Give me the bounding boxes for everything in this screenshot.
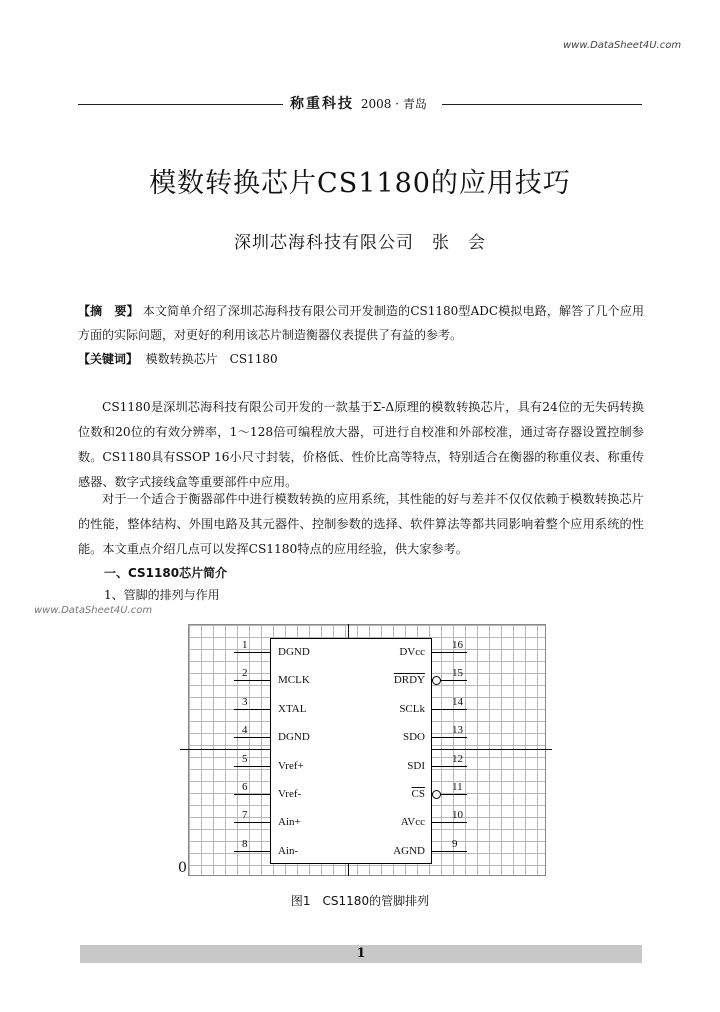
abstract-label: 【摘 要】 (78, 304, 139, 318)
right-pin-line (440, 794, 467, 795)
left-pin-number: 7 (242, 809, 248, 822)
left-pin-line (234, 851, 270, 852)
right-pin-label: AVcc (400, 816, 425, 829)
chip-body (270, 638, 432, 864)
left-pin-number: 8 (242, 837, 248, 850)
right-pin-number: 11 (452, 781, 463, 793)
right-pin-line (431, 822, 467, 823)
header-rule-left (78, 104, 283, 105)
section-heading: 一、CS1180芯片简介 (104, 566, 228, 580)
left-pin-line (234, 737, 270, 738)
left-pin-label: XTAL (278, 702, 307, 715)
right-pin-number: 16 (452, 639, 463, 651)
left-pin-line (234, 794, 270, 795)
header-year-place: 2008 · 青岛 (360, 97, 427, 111)
left-pin-line (234, 652, 270, 653)
left-pin-label: Vref+ (278, 759, 304, 772)
body-paragraph-1: CS1180是深圳芯海科技有限公司开发的一款基于Σ-Δ原理的模数转换芯片，具有24位的无失码转换位数和20位的有效分辨率，1～128倍可编程放大器，可进行自校准和外部校准，通过寄存器设置控制参数。CS1180具有SSOP 16小尺寸封装，价格低、性价比高等特点，特别适合在衡器的称重仪表、称重传感器、数字式接线盒等重要部件中应用。 (78, 400, 644, 489)
right-pin-number: 13 (452, 724, 463, 737)
keywords-label: 【关键词】 (78, 352, 139, 366)
figure-caption: 图1 CS1180的管脚排列 (290, 894, 430, 908)
left-pin-label: Ain+ (278, 816, 301, 829)
left-pin-number: 6 (242, 781, 248, 793)
inverted-pin-marker (432, 790, 441, 799)
left-pin-label: DGND (278, 646, 310, 658)
right-pin-line (431, 709, 467, 710)
left-pin-line (234, 709, 270, 710)
left-pin-label: MCLK (278, 674, 310, 687)
right-pin-number: 14 (452, 695, 463, 708)
right-pin-number: 9 (452, 837, 458, 850)
subsection-heading: 1、管脚的排列与作用 (104, 588, 220, 602)
right-pin-label: SCLk (399, 702, 425, 715)
page-number: 1 (356, 946, 366, 961)
left-pin-label: Vref- (278, 788, 302, 800)
left-pin-label: Ain- (278, 844, 299, 857)
right-pin-number: 10 (452, 809, 463, 822)
right-pin-line (431, 851, 467, 852)
author-line: 深圳芯海科技有限公司 张 会 (234, 233, 486, 253)
right-pin-label: SDO (402, 731, 425, 744)
page-footer (80, 945, 642, 963)
right-pin-line (440, 680, 467, 681)
left-pin-number: 5 (242, 752, 248, 765)
right-pin-line (431, 737, 467, 738)
right-pin-label: DVcc (399, 646, 425, 658)
left-pin-number: 3 (242, 695, 248, 708)
body-paragraph-2: 对于一个适合于衡器部件中进行模数转换的应用系统，其性能的好与差并不仅仅依赖于模数转换芯片的性能，整体结构、外围电路及其元器件、控制参数的选择、软件算法等都共同影响着整个应用系统的性能。本文重点介绍几点可以发挥CS1180特点的应用经验，供大家参考。 (78, 492, 644, 556)
right-pin-line (431, 766, 467, 767)
left-pin-line (234, 766, 270, 767)
page-title: 模数转换芯片CS1180的应用技巧 (149, 168, 571, 199)
right-pin-line (431, 652, 467, 653)
right-pin-label: DRDY (393, 674, 425, 687)
watermark-mid: www.DataSheet4U.com (34, 605, 153, 616)
right-pin-number: 15 (452, 667, 463, 680)
diagram-origin-label: 0 (178, 860, 187, 876)
right-pin-label: $\overline{CS}$ (411, 788, 425, 800)
watermark-top: www.DataSheet4U.com (563, 40, 682, 51)
left-pin-number: 1 (242, 639, 248, 651)
left-pin-line (234, 680, 270, 681)
keywords-text: 模数转换芯片 CS1180 (145, 352, 278, 366)
left-pin-line (234, 822, 270, 823)
right-pin-number: 12 (452, 752, 463, 765)
keywords (78, 347, 644, 372)
left-pin-number: 2 (242, 667, 248, 680)
right-pin-label: AGND (393, 844, 425, 857)
left-pin-number: 4 (242, 724, 248, 737)
header-brand: 称重科技 (290, 96, 354, 112)
left-pin-label: DGND (278, 731, 310, 744)
header-title (290, 93, 427, 113)
header-rule-right (442, 104, 642, 105)
abstract (78, 299, 644, 347)
abstract-text: 本文简单介绍了深圳芯海科技有限公司开发制造的CS1180型ADC模拟电路，解答了几个应用方面的实际问题，对更好的利用该芯片制造衡器仪表提供了有益的参考。 (78, 304, 644, 342)
right-pin-label: SDI (407, 759, 425, 772)
